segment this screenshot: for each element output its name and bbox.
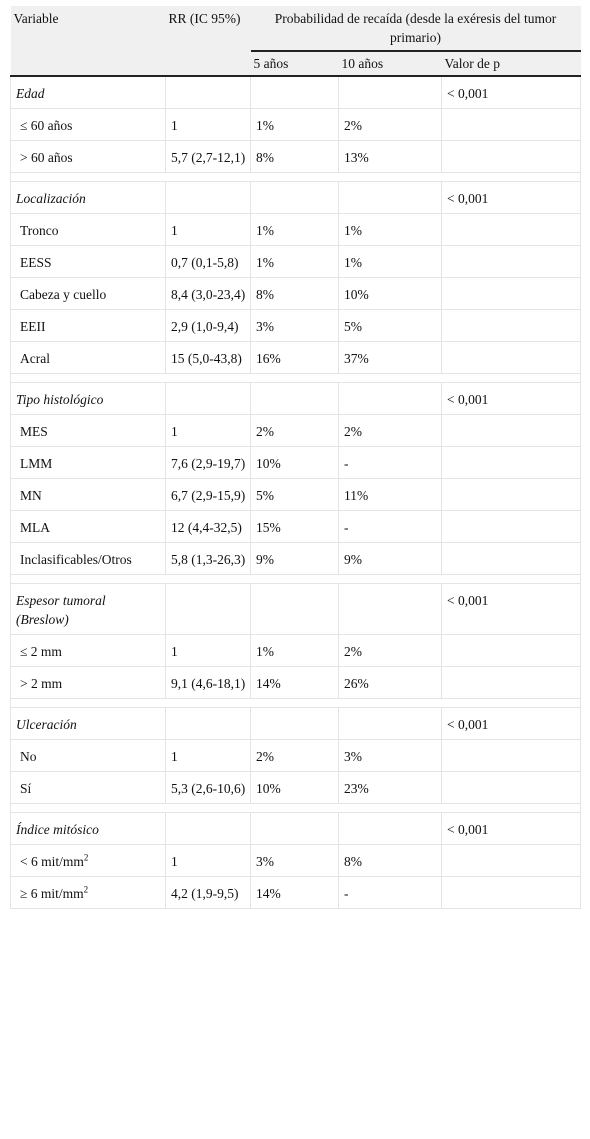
p-value-cell <box>442 740 581 772</box>
table-row <box>11 310 581 342</box>
group-row <box>11 76 581 109</box>
row-label <box>11 214 166 246</box>
prob-5-years: 3% <box>251 310 339 342</box>
rr-value: 9,1 (4,6-18,1) <box>166 667 251 699</box>
table-row <box>11 511 581 543</box>
prob-5-years: 10% <box>251 772 339 804</box>
header-probability: Probabilidad de recaída (desde la exéresis del tumor primario) <box>251 6 581 51</box>
row-label-text: < 6 mit/mm <box>20 854 84 869</box>
prob-10-years: - <box>339 511 442 543</box>
empty-cell <box>251 76 339 109</box>
p-value-cell <box>442 772 581 804</box>
separator-cell <box>251 575 339 584</box>
row-label-text: LMM <box>20 456 53 471</box>
p-value-cell <box>442 447 581 479</box>
group-name: Índice mitósico <box>11 813 166 845</box>
prob-10-years: 26% <box>339 667 442 699</box>
table-row <box>11 214 581 246</box>
empty-cell <box>166 813 251 845</box>
p-value-cell <box>442 310 581 342</box>
row-label-text: Acral <box>20 351 50 366</box>
prob-10-years: 8% <box>339 845 442 877</box>
prob-5-years: 2% <box>251 415 339 447</box>
p-value-cell <box>442 246 581 278</box>
row-label <box>11 772 166 804</box>
group-p-value: < 0,001 <box>442 76 581 109</box>
rr-value: 6,7 (2,9-15,9) <box>166 479 251 511</box>
empty-cell <box>166 76 251 109</box>
rr-value: 1 <box>166 415 251 447</box>
row-label-text: Sí <box>20 781 32 796</box>
row-label <box>11 635 166 667</box>
p-value-cell <box>442 141 581 173</box>
table-row <box>11 845 581 877</box>
prob-10-years: 3% <box>339 740 442 772</box>
row-label <box>11 479 166 511</box>
group-separator <box>11 374 581 383</box>
group-p-value: < 0,001 <box>442 584 581 635</box>
prob-10-years: 1% <box>339 214 442 246</box>
prob-10-years: 2% <box>339 635 442 667</box>
rr-value: 5,7 (2,7-12,1) <box>166 141 251 173</box>
prob-5-years: 10% <box>251 447 339 479</box>
row-label <box>11 415 166 447</box>
row-label <box>11 246 166 278</box>
table-row <box>11 415 581 447</box>
row-label <box>11 447 166 479</box>
rr-value: 1 <box>166 214 251 246</box>
group-name: Ulceración <box>11 708 166 740</box>
empty-cell <box>339 584 442 635</box>
row-label-text: MN <box>20 488 42 503</box>
row-label-text: > 60 años <box>20 150 73 165</box>
rr-value: 1 <box>166 109 251 141</box>
empty-cell <box>339 813 442 845</box>
prob-5-years: 3% <box>251 845 339 877</box>
row-label-superscript: 2 <box>83 852 89 863</box>
prob-10-years: 2% <box>339 109 442 141</box>
prob-5-years: 9% <box>251 543 339 575</box>
prob-5-years: 2% <box>251 740 339 772</box>
separator-cell <box>251 699 339 708</box>
separator-cell <box>442 804 581 813</box>
empty-cell <box>251 182 339 214</box>
row-label <box>11 278 166 310</box>
p-value-cell <box>442 511 581 543</box>
row-label <box>11 342 166 374</box>
row-label-text: Inclasificables/Otros <box>20 552 132 567</box>
row-label <box>11 740 166 772</box>
p-value-cell <box>442 278 581 310</box>
row-label-text: No <box>20 749 37 764</box>
row-label-text: Cabeza y cuello <box>20 287 107 302</box>
prob-5-years: 14% <box>251 877 339 909</box>
header-variable: Variable <box>11 6 166 76</box>
row-label <box>11 310 166 342</box>
empty-cell <box>166 708 251 740</box>
empty-cell <box>339 76 442 109</box>
rr-value: 7,6 (2,9-19,7) <box>166 447 251 479</box>
row-label-text: > 2 mm <box>20 676 63 691</box>
row-label-text: ≤ 2 mm <box>20 644 62 659</box>
separator-cell <box>339 575 442 584</box>
header-rr: RR (IC 95%) <box>166 6 251 76</box>
group-row <box>11 383 581 415</box>
row-label <box>11 109 166 141</box>
group-separator <box>11 699 581 708</box>
prob-5-years: 5% <box>251 479 339 511</box>
prob-5-years: 14% <box>251 667 339 699</box>
separator-cell <box>166 374 251 383</box>
separator-cell <box>251 374 339 383</box>
rr-value: 2,9 (1,0-9,4) <box>166 310 251 342</box>
table-row <box>11 246 581 278</box>
empty-cell <box>251 708 339 740</box>
recurrence-table <box>10 6 581 909</box>
prob-5-years: 1% <box>251 635 339 667</box>
empty-cell <box>166 383 251 415</box>
separator-cell <box>339 699 442 708</box>
rr-value: 4,2 (1,9-9,5) <box>166 877 251 909</box>
table-row <box>11 479 581 511</box>
p-value-cell <box>442 109 581 141</box>
group-p-value: < 0,001 <box>442 813 581 845</box>
rr-value: 5,8 (1,3-26,3) <box>166 543 251 575</box>
separator-cell <box>11 804 166 813</box>
row-label-text: MLA <box>20 520 50 535</box>
group-separator <box>11 173 581 182</box>
prob-10-years: 9% <box>339 543 442 575</box>
prob-10-years: - <box>339 877 442 909</box>
p-value-cell <box>442 635 581 667</box>
separator-cell <box>251 173 339 182</box>
group-row <box>11 813 581 845</box>
table-row <box>11 635 581 667</box>
prob-5-years: 15% <box>251 511 339 543</box>
row-label-text: Tronco <box>20 223 59 238</box>
header-10-years: 10 años <box>339 51 442 76</box>
table-row <box>11 141 581 173</box>
prob-10-years: 2% <box>339 415 442 447</box>
empty-cell <box>339 383 442 415</box>
table-row <box>11 740 581 772</box>
header-5-years: 5 años <box>251 51 339 76</box>
group-separator <box>11 575 581 584</box>
row-label-text: EESS <box>20 255 52 270</box>
p-value-cell <box>442 845 581 877</box>
table-row <box>11 772 581 804</box>
empty-cell <box>251 383 339 415</box>
prob-5-years: 8% <box>251 141 339 173</box>
header-p-value: Valor de p <box>442 51 581 76</box>
rr-value: 15 (5,0-43,8) <box>166 342 251 374</box>
separator-cell <box>11 374 166 383</box>
group-name: Tipo histológico <box>11 383 166 415</box>
header-row-1 <box>11 6 581 51</box>
rr-value: 12 (4,4-32,5) <box>166 511 251 543</box>
separator-cell <box>442 699 581 708</box>
row-label <box>11 845 166 877</box>
p-value-cell <box>442 479 581 511</box>
table-body <box>11 76 581 909</box>
group-p-value: < 0,001 <box>442 383 581 415</box>
row-label-text: ≥ 6 mit/mm <box>20 886 84 901</box>
empty-cell <box>251 813 339 845</box>
row-label <box>11 667 166 699</box>
group-name: Localización <box>11 182 166 214</box>
prob-5-years: 8% <box>251 278 339 310</box>
separator-cell <box>442 575 581 584</box>
separator-cell <box>166 699 251 708</box>
separator-cell <box>339 374 442 383</box>
separator-cell <box>166 575 251 584</box>
separator-cell <box>11 575 166 584</box>
prob-10-years: 23% <box>339 772 442 804</box>
separator-cell <box>11 699 166 708</box>
separator-cell <box>166 173 251 182</box>
group-p-value: < 0,001 <box>442 708 581 740</box>
prob-10-years: 5% <box>339 310 442 342</box>
group-name: Edad <box>11 76 166 109</box>
empty-cell <box>339 182 442 214</box>
prob-10-years: 13% <box>339 141 442 173</box>
p-value-cell <box>442 415 581 447</box>
rr-value: 1 <box>166 635 251 667</box>
group-separator <box>11 804 581 813</box>
separator-cell <box>442 374 581 383</box>
prob-10-years: - <box>339 447 442 479</box>
empty-cell <box>339 708 442 740</box>
p-value-cell <box>442 342 581 374</box>
rr-value: 8,4 (3,0-23,4) <box>166 278 251 310</box>
rr-value: 1 <box>166 845 251 877</box>
rr-value: 0,7 (0,1-5,8) <box>166 246 251 278</box>
prob-5-years: 1% <box>251 246 339 278</box>
group-row <box>11 584 581 635</box>
empty-cell <box>166 182 251 214</box>
prob-10-years: 10% <box>339 278 442 310</box>
p-value-cell <box>442 543 581 575</box>
table-row <box>11 447 581 479</box>
table-row <box>11 342 581 374</box>
row-label-text: EEII <box>20 319 46 334</box>
prob-5-years: 1% <box>251 214 339 246</box>
row-label-superscript: 2 <box>83 884 89 895</box>
table-row <box>11 278 581 310</box>
rr-value: 5,3 (2,6-10,6) <box>166 772 251 804</box>
prob-5-years: 16% <box>251 342 339 374</box>
group-name: Espesor tumoral (Breslow) <box>11 584 166 635</box>
prob-10-years: 37% <box>339 342 442 374</box>
separator-cell <box>442 173 581 182</box>
prob-10-years: 1% <box>339 246 442 278</box>
group-p-value: < 0,001 <box>442 182 581 214</box>
row-label-text: ≤ 60 años <box>20 118 73 133</box>
row-label <box>11 141 166 173</box>
row-label <box>11 511 166 543</box>
prob-10-years: 11% <box>339 479 442 511</box>
empty-cell <box>166 584 251 635</box>
table-row <box>11 109 581 141</box>
p-value-cell <box>442 877 581 909</box>
table-row <box>11 667 581 699</box>
group-row <box>11 182 581 214</box>
separator-cell <box>166 804 251 813</box>
group-row <box>11 708 581 740</box>
table-row <box>11 543 581 575</box>
rr-value: 1 <box>166 740 251 772</box>
row-label-text: MES <box>20 424 48 439</box>
row-label <box>11 543 166 575</box>
separator-cell <box>251 804 339 813</box>
table-row <box>11 877 581 909</box>
prob-5-years: 1% <box>251 109 339 141</box>
separator-cell <box>11 173 166 182</box>
separator-cell <box>339 804 442 813</box>
empty-cell <box>251 584 339 635</box>
p-value-cell <box>442 667 581 699</box>
separator-cell <box>339 173 442 182</box>
row-label <box>11 877 166 909</box>
p-value-cell <box>442 214 581 246</box>
